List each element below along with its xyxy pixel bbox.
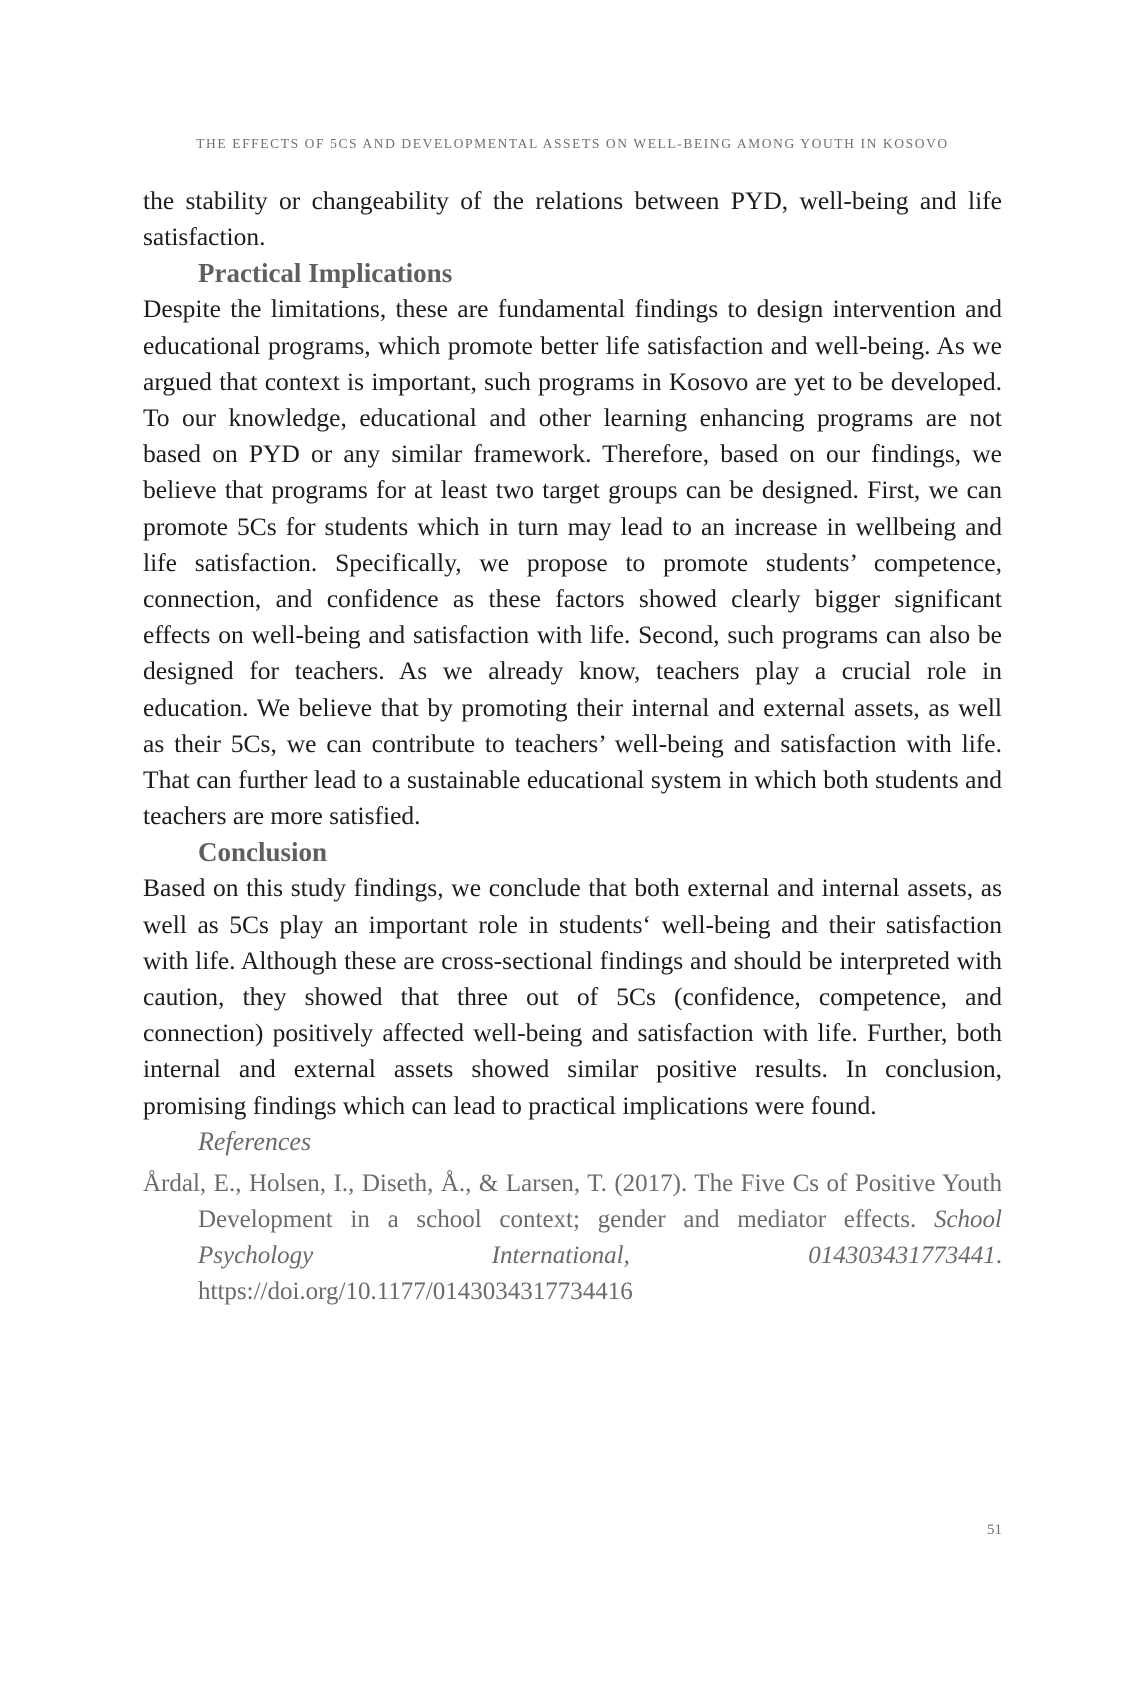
- reference-authors-title: Årdal, E., Holsen, I., Diseth, Å., & Larsen, T. (2017). The Five Cs of Positive Youth Development in a school context; gender and mediator effects.: [143, 1169, 1002, 1234]
- running-header: THE EFFECTS OF 5CS AND DEVELOPMENTAL ASSETS ON WELL-BEING AMONG YOUTH IN KOSOVO: [196, 136, 949, 151]
- conclusion-heading: Conclusion: [198, 837, 328, 868]
- page-body: [143, 183, 1002, 1311]
- reference-journal: School Psychology International, 014303431773441: [198, 1206, 1002, 1270]
- page-number: 51: [987, 1522, 1002, 1538]
- reference-doi: . https://doi.org/10.1177/0143034317734416: [198, 1242, 1002, 1306]
- practical-implications-heading: Practical Implications: [198, 258, 453, 289]
- references-heading: References: [198, 1126, 312, 1156]
- reference-entry: [143, 1166, 1002, 1311]
- practical-implications-paragraph: Despite the limitations, these are fundamental findings to design intervention and educational programs, which promote better life satisfaction and well-being. As we argued that context is important, such programs in Kosovo are yet to be developed. To our knowledge, educational and other learning enhancing programs are not based on PYD or any similar framework. Therefore, based on our findings, we believe that programs for at least two target groups can be designed. First, we can promote 5Cs for students which in turn may lead to an increase in wellbeing and life satisfaction. Specifically, we propose to promote students’ competence, connection, and confidence as these factors showed clearly bigger significant effects on well-being and satisfaction with life. Second, such programs can also be designed for teachers. As we already know, teachers play a crucial role in education. We believe that by promoting their internal and external assets, as well as their 5Cs, we can contribute to teachers’ well-being and satisfaction with life. That can further lead to a sustainable educational system in which both students and teachers are more satisfied.: [143, 294, 1002, 831]
- conclusion-paragraph: Based on this study findings, we conclude that both external and internal assets, as well as 5Cs play an important role in students‘ well-being and their satisfaction with life. Although these are cross-sectional findings and should be interpreted with caution, they showed that three out of 5Cs (confidence, competence, and connection) positively affected well-being and satisfaction with life. Further, both internal and external assets showed similar positive results. In conclusion, promising findings which can lead to practical implications were found.: [143, 873, 1002, 1120]
- intro-paragraph: the stability or changeability of the relations between PYD, well-being and life satisfaction.: [143, 186, 1002, 252]
